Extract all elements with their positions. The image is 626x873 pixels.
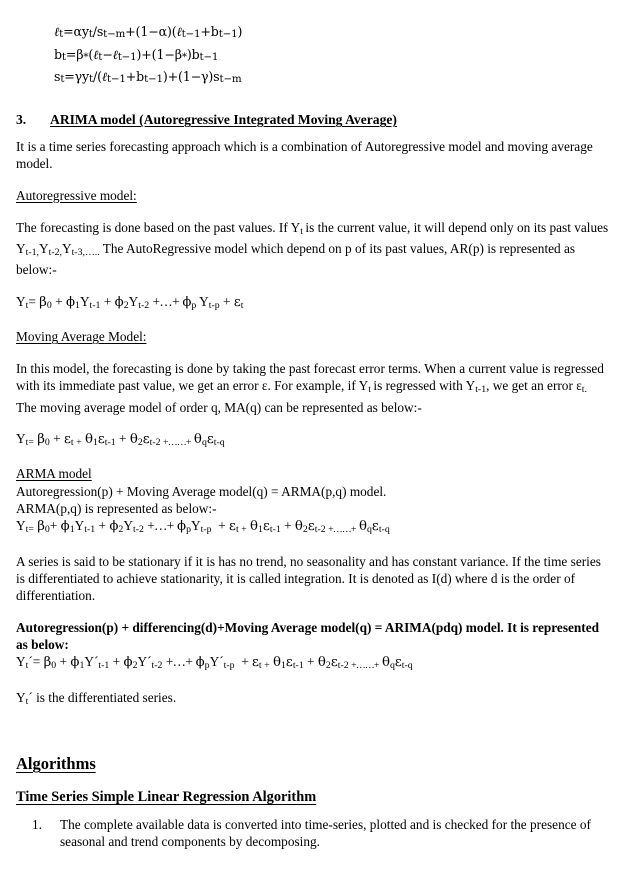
arma-heading: ARMA model — [16, 466, 92, 482]
list-item-marker: 1. — [32, 817, 42, 833]
spacer-after-equations — [16, 90, 610, 112]
equation-season: $s_t=\gamma y_t/(\ell_{t-1}+b_{t-1})+(1-\gamma)s_{t-m}$ — [54, 69, 242, 86]
autoregressive-paragraph: The forecasting is done based on the past values. If $Y_t$ is the current value, it will depend only on its past values $Y_{t-1,}Y_{t-2,}Y_{t-3,\dots..}$ The AutoRegressive model which depend on p of its past values, AR(p) is represented as below:- — [16, 219, 609, 278]
spacer-7 — [16, 451, 610, 465]
list-item — [16, 816, 610, 850]
algorithms-heading: Algorithms — [16, 754, 96, 774]
algorithm-steps-list — [16, 816, 610, 850]
arima-bold-line-2: as below: — [16, 636, 69, 652]
section-number: 3. — [16, 112, 27, 128]
stationarity-paragraph: A series is said to be stationary if it is has no trend, no seasonality and has constant variance. If the time series is differentiated to achieve stationarity, it is called integration. It is denoted as I(d) where d is the order of differentiation. — [16, 553, 601, 604]
moving-average-formula: $Y_{t=}$ $\beta_0 + \varepsilon_{t +}$ $\theta_1\varepsilon_{t-1} + \theta_2\varepsilon_{t-2}$ +……+ $\theta_q\varepsilon_{t-q}$ — [16, 430, 225, 449]
spacer-10 — [16, 675, 610, 689]
section-title: ARIMA model (Autoregressive Integrated Moving Average) — [50, 112, 397, 128]
autoregressive-heading-wrap — [16, 187, 610, 205]
spacer-before-algorithms — [16, 710, 610, 754]
arma-line-2: ARMA(p,q) is represented as below:- — [16, 501, 217, 517]
spacer-after-section3-heading — [16, 128, 610, 138]
top-spacer — [16, 0, 610, 22]
equation-trend: $b_t=\beta_*(\ell_t-\ell_{t-1})+(1-\beta_*)b_{t-1}$ — [54, 46, 219, 63]
arma-line-1: Autoregression(p) + Moving Average model(q) = ARMA(p,q) model. — [16, 484, 387, 500]
spacer-3 — [16, 279, 610, 293]
spacer-8 — [16, 539, 610, 553]
section-3-intro: It is a time series forecasting approach which is a combination of Autoregressive model and moving average model. — [16, 139, 593, 172]
spacer-1 — [16, 173, 610, 187]
moving-average-heading: Moving Average Model: — [16, 329, 147, 345]
autoregressive-heading: Autoregressive model: — [16, 187, 137, 203]
section-3-heading — [16, 112, 610, 128]
algorithms-subheading-wrap — [16, 788, 610, 806]
list-item-text: The complete available data is converted into time-series, plotted and is checked for the presence of seasonal and trend components by decomposing. — [60, 817, 591, 850]
spacer-6 — [16, 416, 610, 430]
spacer-4 — [16, 314, 610, 328]
spacer-9 — [16, 605, 610, 619]
spacer-11 — [16, 774, 610, 788]
moving-average-paragraph: In this model, the forecasting is done by taking the past forecast error terms. When a current value is regressed with its immediate past value, we get an error ε. For example, if $Y_t$ is regressed with $Y_{t-1}$, we get an error $\varepsilon_{t.}$ The moving average model of order q, MA(q) can be represented as below:- — [16, 361, 604, 415]
arma-formula: $Y_{t=}$ $\beta_0+ \phi_1Y_{t-1} + \phi_2Y_{t-2}$ +…+ $\phi_pY_{t-p} + \varepsilon_{t +}$ $\theta_1\varepsilon_{t-1} + \theta_2\varepsilon_{t-2}$ +……+ $\theta_q\varepsilon_{t-q}$ — [16, 518, 390, 536]
arima-note: $Y_t´$ is the differentiated series. — [16, 689, 177, 707]
arima-bold-line-1: Autoregression(p) + differencing(d)+Moving Average model(q) = ARIMA(pdq) model. It is represented — [16, 619, 600, 635]
arima-formula: $Y_t´= \beta_0$ + $\phi_1Y´_{t-1}$ + $\phi_2Y´_{t-2}$ +…+ $\phi_pY´_{t-p} + \varepsilon_{t +}$ $\theta_1\varepsilon_{t-1} + \theta_2\varepsilon_{t-2}$ +……+ $\theta_q\varepsilon_{t-q}$ — [16, 654, 413, 672]
spacer-5 — [16, 346, 610, 360]
equation-level: $\ell_t=\alpha y_t/s_{t-m}+(1-\alpha)(\ell_{t-1}+b_{t-1})$ — [54, 24, 243, 41]
spacer-12 — [16, 806, 610, 816]
spacer-2 — [16, 205, 610, 219]
moving-average-heading-wrap — [16, 328, 610, 346]
algorithms-heading-wrap — [16, 754, 610, 774]
holt-winters-equation-block — [54, 22, 610, 90]
autoregressive-formula: $Y_t= \beta_0 + \phi_1Y_{t-1} + \phi_2Y_{t-2}$ +…+ $\phi_p$ $Y_{t-p} + \varepsilon_t$ — [16, 293, 244, 311]
algorithms-subheading: Time Series Simple Linear Regression Algorithm — [16, 789, 317, 806]
arma-heading-wrap — [16, 465, 610, 483]
